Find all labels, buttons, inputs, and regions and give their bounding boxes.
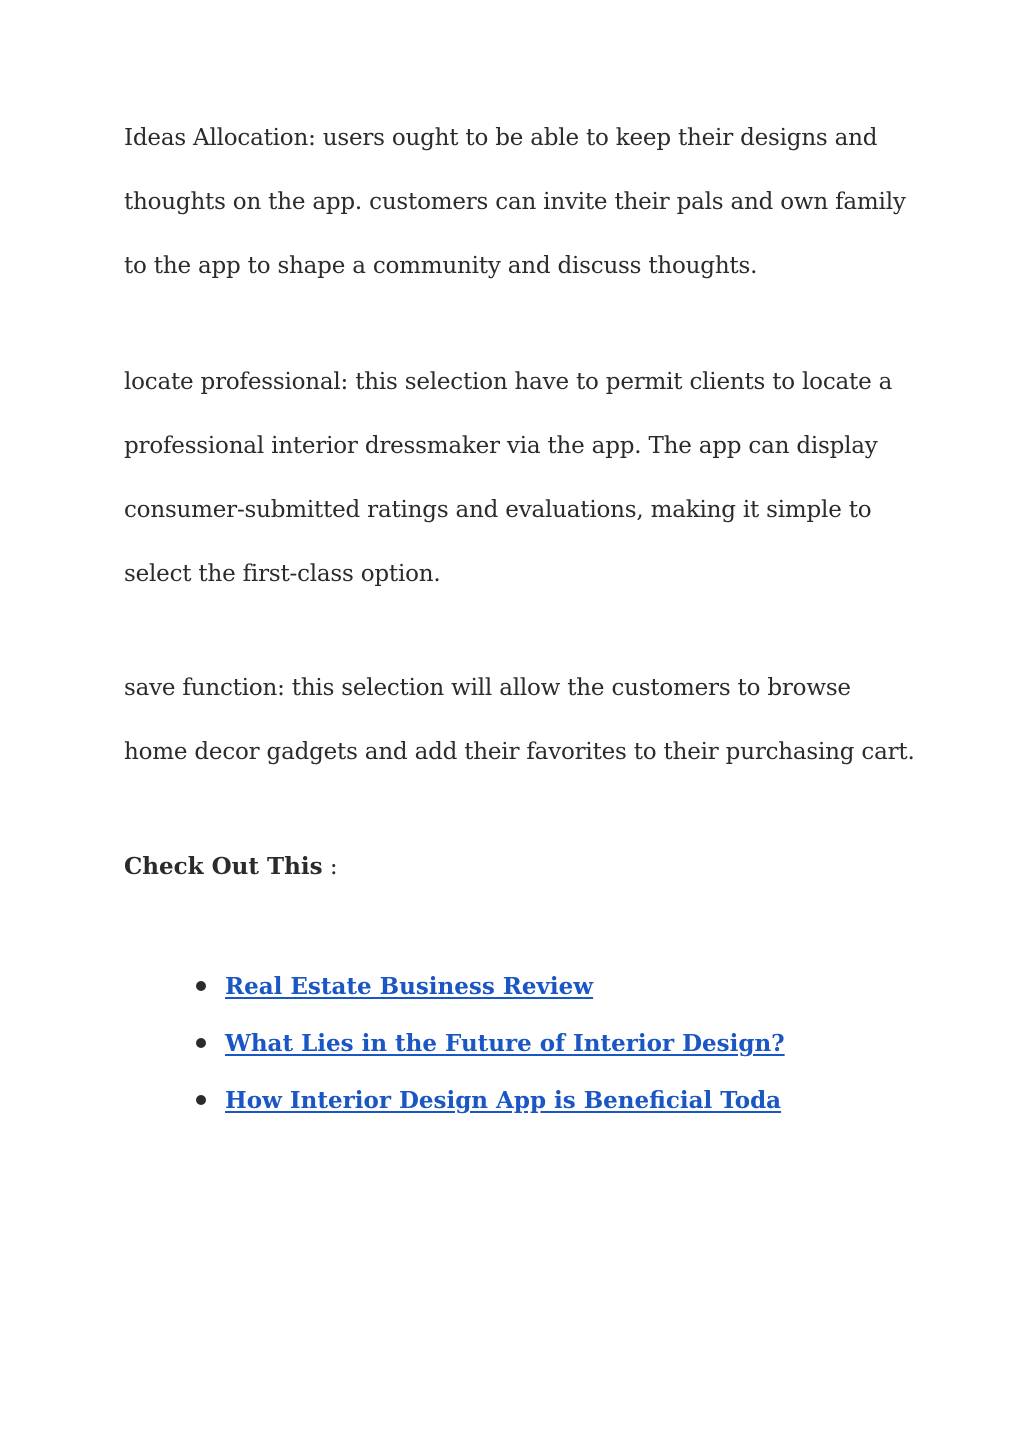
paragraph-line: select the first-class option. xyxy=(124,561,441,587)
bullet-icon xyxy=(196,1095,206,1105)
related-links-list xyxy=(196,965,785,1136)
link-real-estate-business-review[interactable]: Real Estate Business Review xyxy=(225,973,594,1000)
bullet-icon xyxy=(196,1038,206,1048)
paragraph-ideas-allocation xyxy=(124,106,914,298)
bullet-icon xyxy=(196,981,206,991)
check-out-heading xyxy=(124,835,338,899)
paragraph-line: consumer-submitted ratings and evaluations, making it simple to xyxy=(124,497,872,523)
paragraph-line: to the app to shape a community and discuss thoughts. xyxy=(124,253,758,279)
paragraph-locate-professional xyxy=(124,350,914,606)
paragraph-line: save function: this selection will allow the customers to browse xyxy=(124,675,851,701)
paragraph-line: home decor gadgets and add their favorites to their purchasing cart. xyxy=(124,739,915,765)
link-interior-design-app-beneficial[interactable]: How Interior Design App is Beneficial Toda xyxy=(225,1087,782,1114)
paragraph-line: professional interior dressmaker via the app. The app can display xyxy=(124,433,878,459)
link-future-of-interior-design[interactable]: What Lies in the Future of Interior Design? xyxy=(225,1030,785,1057)
paragraph-line: Ideas Allocation: users ought to be able to keep their designs and xyxy=(124,125,878,151)
paragraph-save-function xyxy=(124,656,914,784)
list-item xyxy=(196,1079,785,1136)
check-out-label: Check Out This xyxy=(124,853,323,880)
list-item xyxy=(196,965,785,1022)
paragraph-line: thoughts on the app. customers can invite their pals and own family xyxy=(124,189,906,215)
list-item xyxy=(196,1022,785,1079)
check-out-suffix: : xyxy=(322,854,338,880)
paragraph-line: locate professional: this selection have to permit clients to locate a xyxy=(124,369,893,395)
